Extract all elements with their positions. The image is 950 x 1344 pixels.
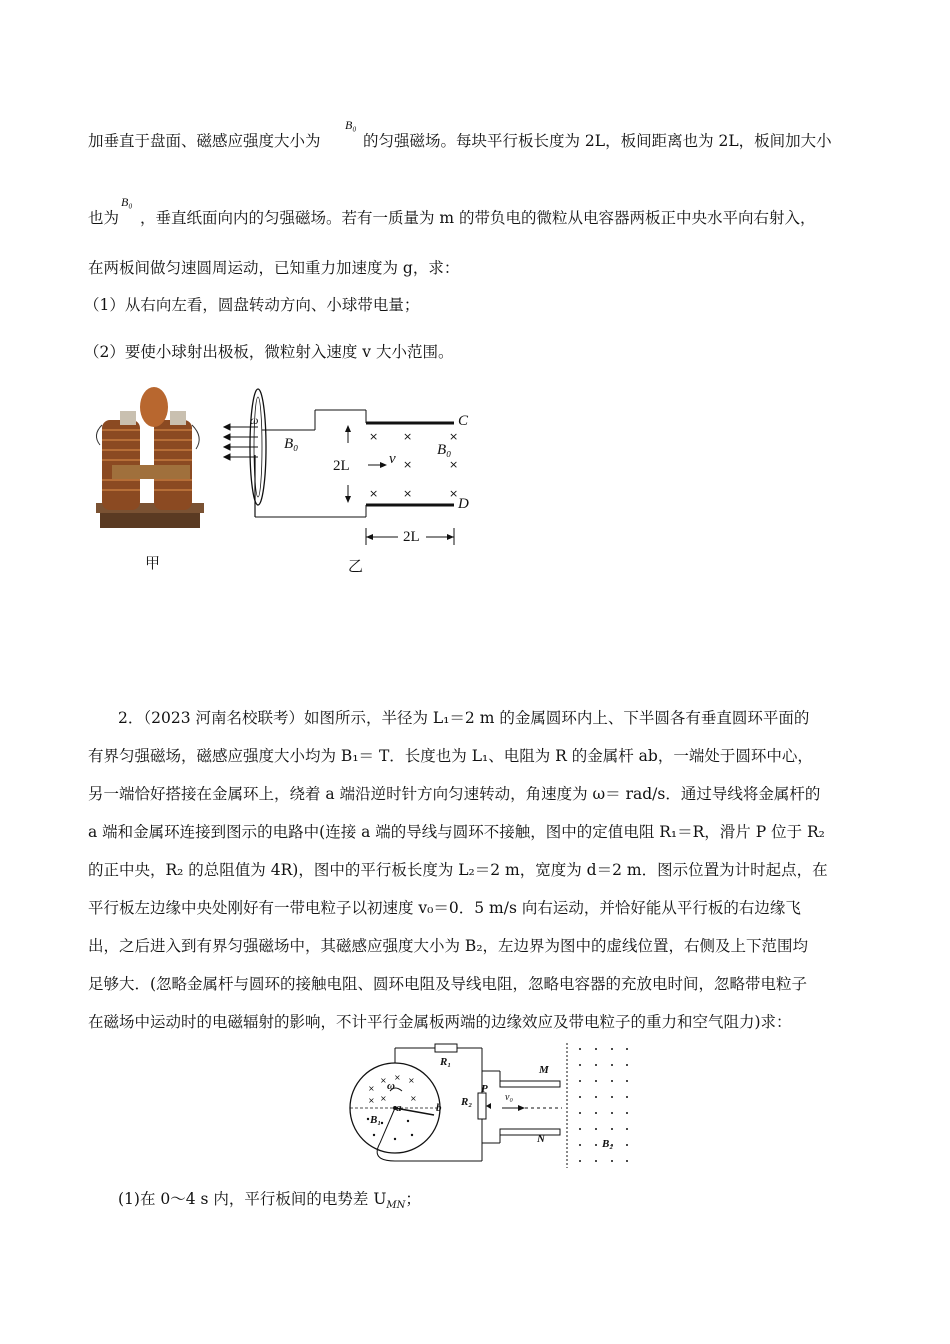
p2-subquestion-1 bbox=[118, 1189, 421, 1216]
rod-end-a-label: a bbox=[396, 1102, 402, 1114]
length-label-2l: 2L bbox=[403, 529, 420, 545]
omega-label-2: ω bbox=[387, 1080, 395, 1092]
p2-line-3: 另一端恰好搭接在金属环上，绕着 a 端沿逆时针方向匀速转动，角速度为 ω＝ rad/s．通过导线将金属杆的 bbox=[88, 785, 821, 803]
b0-label-plates: B₀ bbox=[437, 442, 452, 458]
b0-superscript-2: B₀ bbox=[121, 195, 133, 209]
p1-question1: （1）从右向左看，圆盘转动方向、小球带电量； bbox=[84, 296, 420, 314]
p2-line-7: 出，之后进入到有界匀强磁场中，其磁感应强度大小为 B₂，左边界为图中的虚线位置，右侧及上下范围均 bbox=[88, 937, 809, 955]
plate-label-d: D bbox=[458, 496, 469, 512]
p2-line-2: 有界匀强磁场，磁感应强度大小均为 B₁＝ T．长度也为 L₁、电阻为 R 的金属杆 ab，一端处于圆环中心， bbox=[88, 747, 813, 765]
p1-question2: （2）要使小球射出极板，微粒射入速度 v 大小范围。 bbox=[84, 343, 454, 361]
rod-end-b-label: b bbox=[436, 1102, 442, 1114]
disc-capacitor-diagram bbox=[220, 385, 480, 545]
p2-line-4: a 端和金属环连接到图示的电路中(连接 a 端的导线与圆环不接触，图中的定值电阻 R₁＝R，滑片 P 位于 R₂ bbox=[88, 823, 825, 841]
svg-text:×: × bbox=[408, 1076, 415, 1085]
plate-n-label: N bbox=[537, 1133, 545, 1145]
svg-text:×: × bbox=[380, 1076, 387, 1085]
apparatus-photo bbox=[92, 385, 212, 535]
svg-text:×: × bbox=[403, 487, 413, 500]
sub1-text: (1)在 0～4 s 内，平行板间的电势差 U bbox=[118, 1190, 387, 1208]
p1-line3: 在两板间做匀速圆周运动，已知重力加速度为 g，求： bbox=[88, 259, 460, 277]
ring-circuit-diagram bbox=[350, 1043, 640, 1168]
svg-text:×: × bbox=[380, 1094, 387, 1103]
p2-line-9: 在磁场中运动时的电磁辐射的影响，不计平行金属板两端的边缘效应及带电粒子的重力和空气阻力)求： bbox=[88, 1013, 792, 1031]
r2-label: R₂ bbox=[461, 1096, 473, 1108]
slider-p-label: P bbox=[481, 1083, 488, 1095]
svg-text:×: × bbox=[403, 458, 413, 471]
figure-label-yi: 乙 bbox=[348, 557, 364, 575]
svg-text:×: × bbox=[449, 487, 459, 500]
svg-text:×: × bbox=[403, 430, 413, 443]
svg-text:×: × bbox=[368, 1084, 375, 1093]
svg-text:×: × bbox=[410, 1094, 417, 1103]
velocity-label: v bbox=[389, 451, 396, 467]
plate-label-c: C bbox=[458, 413, 469, 429]
b0-superscript-1: B₀ bbox=[345, 118, 357, 132]
b1-label: B₁ bbox=[370, 1114, 382, 1126]
svg-text:×: × bbox=[368, 1096, 375, 1105]
p2-line-5: 的正中央，R₂ 的总阻值为 4R)，图中的平行板长度为 L₂＝2 m，宽度为 d＝2 m．图示位置为计时起点，在 bbox=[88, 861, 828, 879]
sub1-end: ； bbox=[405, 1190, 421, 1208]
p2-line-6: 平行板左边缘中央处刚好有一带电粒子以初速度 v₀＝0．5 m/s 向右运动，并恰好能从平行板的右边缘飞 bbox=[88, 899, 801, 917]
p2-line-8: 足够大．(忽略金属杆与圆环的接触电阻、圆环电阻及导线电阻，忽略电容器的充放电时间，忽略带电粒子 bbox=[88, 975, 808, 993]
sub1-subscript: MN bbox=[386, 1200, 406, 1212]
b0-label-disc: B₀ bbox=[284, 436, 299, 452]
v0-label: v₀ bbox=[505, 1092, 513, 1103]
gap-label-2l: 2L bbox=[333, 458, 350, 474]
p1-line2b: ，垂直纸面向内的匀强磁场。若有一质量为 m 的带负电的微粒从电容器两板正中央水平向右射入， bbox=[140, 209, 816, 227]
svg-text:×: × bbox=[449, 458, 459, 471]
svg-text:×: × bbox=[369, 487, 379, 500]
plate-m-label: M bbox=[539, 1064, 549, 1076]
omega-label-1: ω bbox=[250, 413, 259, 427]
svg-text:×: × bbox=[449, 430, 459, 443]
svg-text:×: × bbox=[394, 1073, 401, 1082]
p2-line-1: 2．（2023 河南名校联考）如图所示，半径为 L₁＝2 m 的金属圆环内上、下半圆各有垂直圆环平面的 bbox=[118, 709, 810, 727]
p1-line1a: 加垂直于盘面、磁感应强度大小为 bbox=[88, 132, 321, 150]
figure-label-jia: 甲 bbox=[145, 554, 161, 572]
p1-line1b: 的匀强磁场。每块平行板长度为 2L，板间距离也为 2L，板间加大小 bbox=[363, 132, 832, 150]
svg-text:×: × bbox=[369, 430, 379, 443]
b2-label: B₂ bbox=[602, 1138, 614, 1150]
r1-label: R₁ bbox=[440, 1056, 452, 1068]
p1-line2a: 也为 bbox=[88, 209, 120, 227]
